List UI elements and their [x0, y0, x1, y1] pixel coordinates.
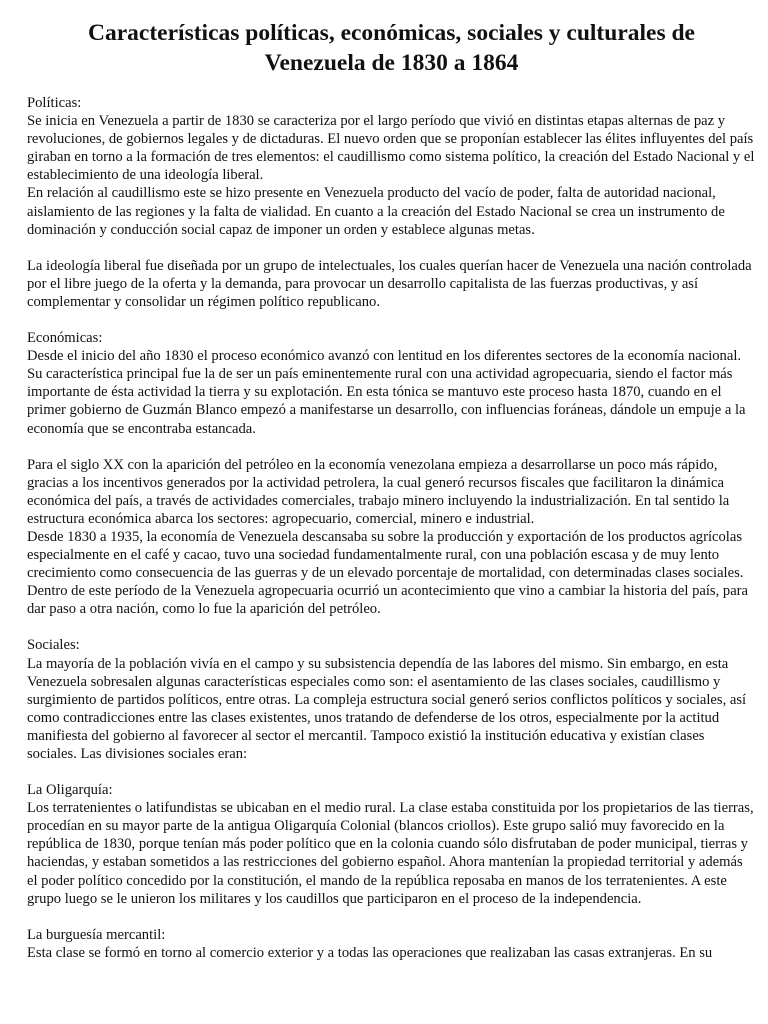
heading-oligarquia: La Oligarquía: — [27, 782, 113, 799]
paragraph: En relación al caudillismo este se hizo presente en Venezuela producto del vacío de poder, falta de autoridad nacional, aislamiento de las regiones y la falta de vialidad. En cuanto a la creación del Estado Nacional se crea un instrumento de dominación y conducción social capaz de imponer un orden y establece algunas metas. — [27, 185, 725, 238]
heading-economicas: Económicas: — [27, 330, 103, 347]
paragraph: Se inicia en Venezuela a partir de 1830 se caracteriza por el largo período que vivió en distintas etapas alternas de paz y revoluciones, de gobiernos legales y de dictaduras. El nuevo orden que se proponían establecer las élites influyentes del país giraban en torno a la formación de tres elementos: el caudillismo como sistema político, la creación del Estado Nacional y el establecimiento de una ideología liberal. — [27, 113, 755, 184]
heading-sociales: Sociales: — [27, 637, 80, 654]
paragraph: Los terratenientes o latifundistas se ubicaban en el medio rural. La clase estaba constituida por los propietarios de las tierras, procedían en su mayor parte de la antigua Oligarquía Colonial (blancos criollos). Este grupo salió muy favorecido en la república de 1830, porque tenían más poder político que en la colonia cuando sólo disfrutaban de poder municipal, tierras y haciendas, y estaban sometidos a las restricciones del gobierno español. Ahora mantenían la propiedad territorial y además el poder político concedido por la constitución, el mando de la república reposaba en manos de los terratenientes. A este grupo luego se le unieron los militares y los caudillos que participaron en el proceso de la independencia. — [27, 800, 754, 907]
section-economicas — [27, 329, 756, 618]
paragraph: Esta clase se formó en torno al comercio exterior y a todas las operaciones que realizaban las casas extranjeras. En su — [27, 944, 713, 961]
heading-politicas: Políticas: — [27, 95, 82, 111]
paragraph: Para el siglo XX con la aparición del petróleo en la economía venezolana empieza a desarrollarse un poco más rápido, gracias a los incentivos generados por la actividad petrolera, la cual generó recursos fiscales que facilitaron la dinámica económica del país, a través de actividades comerciales, trabajo minero incluyendo la industrialización. En tal sentido la estructura económica abarca los sectores: agropecuario, comercial, minero e industrial. — [27, 456, 730, 527]
paragraph: La ideología liberal fue diseñada por un grupo de intelectuales, los cuales querían hacer de Venezuela una nación controlada por el libre juego de la oferta y la demanda, para provocar un desarrollo capitalista de las fuerzas productivas, y así complementar y consolidar un régimen político republicano. — [27, 257, 752, 310]
document-title: Características políticas, económicas, sociales y culturales de Venezuela de 1830 a 1864 — [88, 20, 695, 76]
section-politicas — [27, 94, 756, 311]
section-sociales — [27, 636, 756, 962]
paragraph: La mayoría de la población vivía en el campo y su subsistencia dependía de las labores del mismo. Sin embargo, en esta Venezuela sobresalen algunas características especiales como son: el asentamiento de las clases sociales, caudillismo y surgimiento de partidos políticos, entre otras. La compleja estructura social generó serios conflictos políticos y sociales, así como contradicciones entre las clases existentes, unos tratando de defenderse de los otros, especialmente por la actitud manifiesta del gobierno al favorecer al sector el mercantil. Tampoco existió la institución educativa y existían clases sociales. Las divisiones sociales eran: — [27, 655, 747, 762]
paragraph: Desde el inicio del año 1830 el proceso económico avanzó con lentitud en los diferentes sectores de la economía nacional. Su característica principal fue la de ser un país eminentemente rural con una actividad agropecuaria, siendo el factor más importante de ésta actividad la tierra y su explotación. En esta tónica se mantuvo este proceso hasta 1870, cuando en el primer gobierno de Guzmán Blanco empezó a manifestarse un desarrollo, con influencias foráneas, dándole un empuje a la economía que se encontraba estancada. — [27, 348, 746, 437]
paragraph: Desde 1830 a 1935, la economía de Venezuela descansaba su sobre la producción y exportación de los productos agrícolas especialmente en el café y cacao, tuvo una sociedad fundamentalmente rural, con una población escasa y de muy lento crecimiento como consecuencia de las guerras y de un elevado porcentaje de mortalidad, con determinadas clases sociales. Dentro de este período de la Venezuela agropecuaria ocurrió un acontecimiento que vino a cambiar la historia del país, para dar paso a otra nación, como lo fue la aparición del petróleo. — [27, 528, 749, 618]
heading-burguesia: La burguesía mercantil: — [27, 926, 166, 943]
